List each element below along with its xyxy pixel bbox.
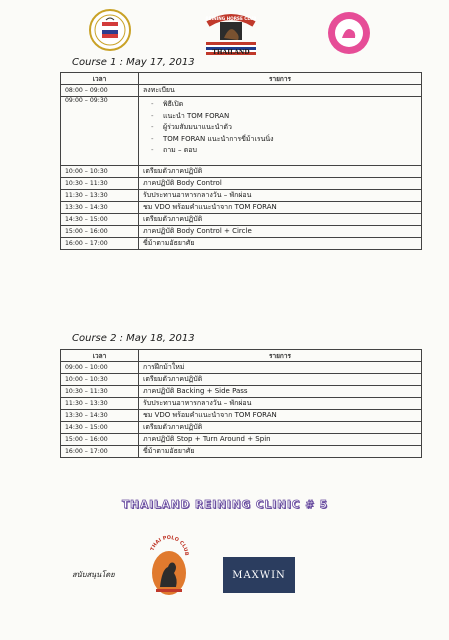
course1-schedule-table: [60, 72, 422, 250]
course2-col-activity: รายการ: [139, 350, 422, 362]
table-row: 13:30 – 14:30 ชม VDO พร้อมคำแนะนำจาก TOM FORAN: [61, 202, 422, 214]
association-seal-logo: [88, 8, 132, 52]
thai-polo-club-logo: [148, 535, 190, 597]
sponsor-label: สนับสนุนโดย: [72, 570, 115, 579]
course2-col-time: เวลา: [61, 350, 139, 362]
table-row: 15:00 – 16:00 ภาคปฏิบัติ Body Control + Circle: [61, 226, 422, 238]
club-logo-text: REINING HORSE CLUB: [205, 16, 257, 21]
table-row: 11:30 – 13:30 รับประทานอาหารกลางวัน – พักผ่อน: [61, 398, 422, 410]
table-row: 13:30 – 14:30 ชม VDO พร้อมคำแนะนำจาก TOM FORAN: [61, 410, 422, 422]
table-row: 10:00 – 10:30 เตรียมตัวภาคปฏิบัติ: [61, 166, 422, 178]
table-row: 14:30 – 15:00 เตรียมตัวภาคปฏิบัติ: [61, 214, 422, 226]
table-row: 08:00 – 09:00 ลงทะเบียน: [61, 85, 422, 97]
pink-association-logo: [326, 10, 372, 56]
table-row: 10:30 – 11:30 ภาคปฏิบัติ Body Control: [61, 178, 422, 190]
list-item: - ผู้ร่วมสัมมนาแนะนำตัว: [151, 123, 232, 131]
table-row: 16:00 – 17:00 ขี่ม้าตามอัธยาศัย: [61, 238, 422, 250]
table-row: 10:30 – 11:30 ภาคปฏิบัติ Backing + Side Pass: [61, 386, 422, 398]
course1-title: Course 1 : May 17, 2013: [72, 57, 195, 68]
list-item: - ถาม – ตอบ: [151, 146, 197, 154]
course1-col-time: เวลา: [61, 73, 139, 85]
list-item: - TOM FORAN แนะนำการขี่ม้าเรนนิ่ง: [151, 134, 274, 143]
clinic-title: THAILAND REINING CLINIC # 5: [122, 499, 328, 511]
reining-horse-club-logo: [202, 12, 260, 58]
table-row: 15:00 – 16:00 ภาคปฏิบัติ Stop + Turn Around + Spin: [61, 434, 422, 446]
table-row: 09:00 – 09:30 - พิธีเปิด - แนะนำ TOM FORAN - ผู้ร่วมสัมมนาแนะนำตัว - TOM FORAN แนะนำการขี่ม้าเรนนิ่ง - ถาม – ตอบ: [61, 97, 422, 166]
table-row: 11:30 – 13:30 รับประทานอาหารกลางวัน – พักผ่อน: [61, 190, 422, 202]
course2-title: Course 2 : May 18, 2013: [72, 333, 195, 344]
list-item: - แนะนำ TOM FORAN: [151, 111, 230, 120]
opening-session-list: [143, 99, 417, 157]
list-item: - พิธีเปิด: [151, 100, 184, 108]
table-row: 16:00 – 17:00 ขี่ม้าตามอัธยาศัย: [61, 446, 422, 458]
course2-schedule-table: [60, 349, 422, 458]
sponsor-logo-text: THAI POLO CLUB: [149, 535, 190, 556]
maxwin-logo: MAXWIN: [223, 557, 295, 593]
table-row: 14:30 – 15:00 เตรียมตัวภาคปฏิบัติ: [61, 422, 422, 434]
table-row: 10:00 – 10:30 เตรียมตัวภาคปฏิบัติ: [61, 374, 422, 386]
course1-col-activity: รายการ: [139, 73, 422, 85]
table-row: 09:00 – 10:00 การฝึกม้าใหม่: [61, 362, 422, 374]
club-logo-country: THAILAND: [212, 49, 250, 56]
